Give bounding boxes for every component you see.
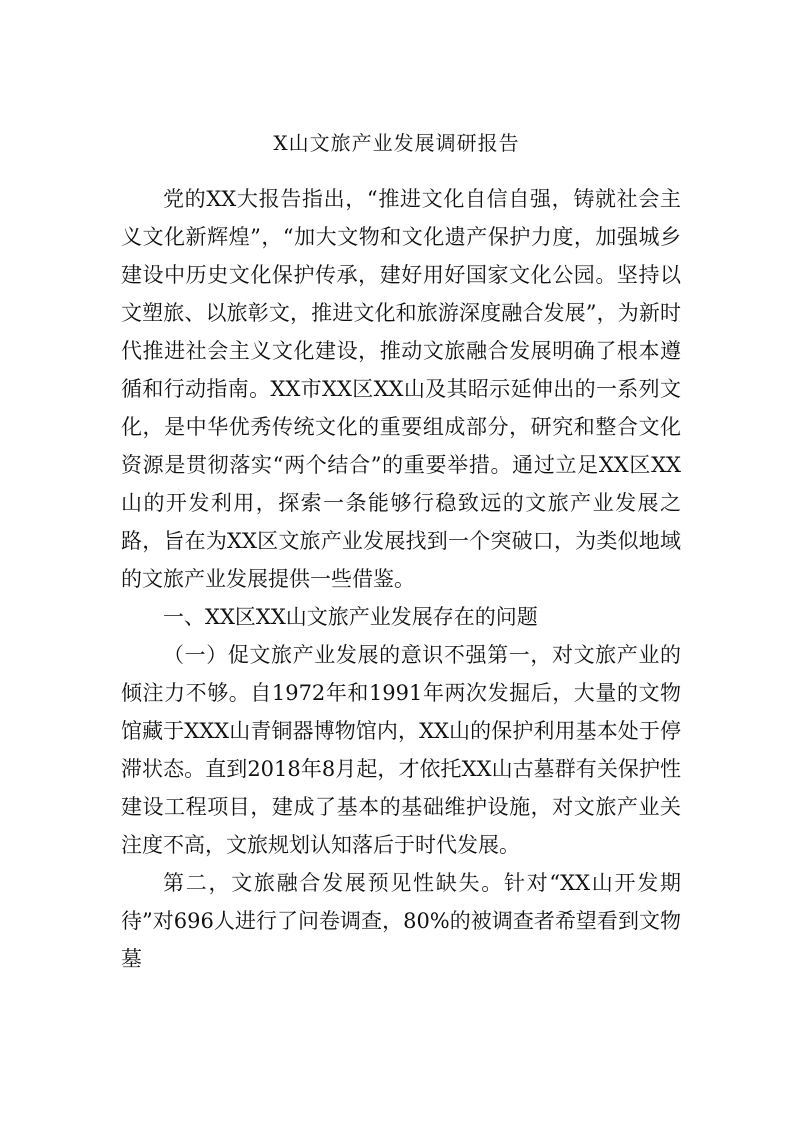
issue-paragraph-1: （一）促文旅产业发展的意识不强第一，对文旅产业的倾注力不够。自1972年和1991年两次发掘后，大量的文物馆藏于XXX山青铜器博物馆内，XX山的保护利用基本处于停滞状态。直到2018年8月起，才依托XX山古墓群有关保护性建设工程项目，建成了基本的基础维护设施，对文旅产业关注度不高，文旅规划认知落后于时代发展。: [121, 643, 681, 857]
section-heading: 一、XX区XX山文旅产业发展存在的问题: [163, 605, 538, 629]
issue-paragraph-2: 第二，文旅融合发展预见性缺失。针对“XX山开发期待”对696人进行了问卷调查，80%的被调查者希望看到文物墓: [121, 871, 681, 971]
document-body: [121, 180, 681, 978]
document-title: X山文旅产业发展调研报告: [273, 131, 520, 155]
intro-paragraph: 党的XX大报告指出，“推进文化自信自强，铸就社会主义文化新辉煌”，“加大文物和文化遗产保护力度，加强城乡建设中历史文化保护传承，建好用好国家文化公园。坚持以文塑旅、以旅彰文，推进文化和旅游深度融合发展”，为新时代推进社会主义文化建设，推动文旅融合发展明确了根本遵循和行动指南。XX市XX区XX山及其昭示延伸出的一系列文化，是中华优秀传统文化的重要组成部分，研究和整合文化资源是贯彻落实“两个结合”的重要举措。通过立足XX区XX山的开发利用，探索一条能够行稳致远的文旅产业发展之路，旨在为XX区文旅产业发展找到一个突破口，为类似地域的文旅产业发展提供一些借鉴。: [121, 187, 681, 591]
